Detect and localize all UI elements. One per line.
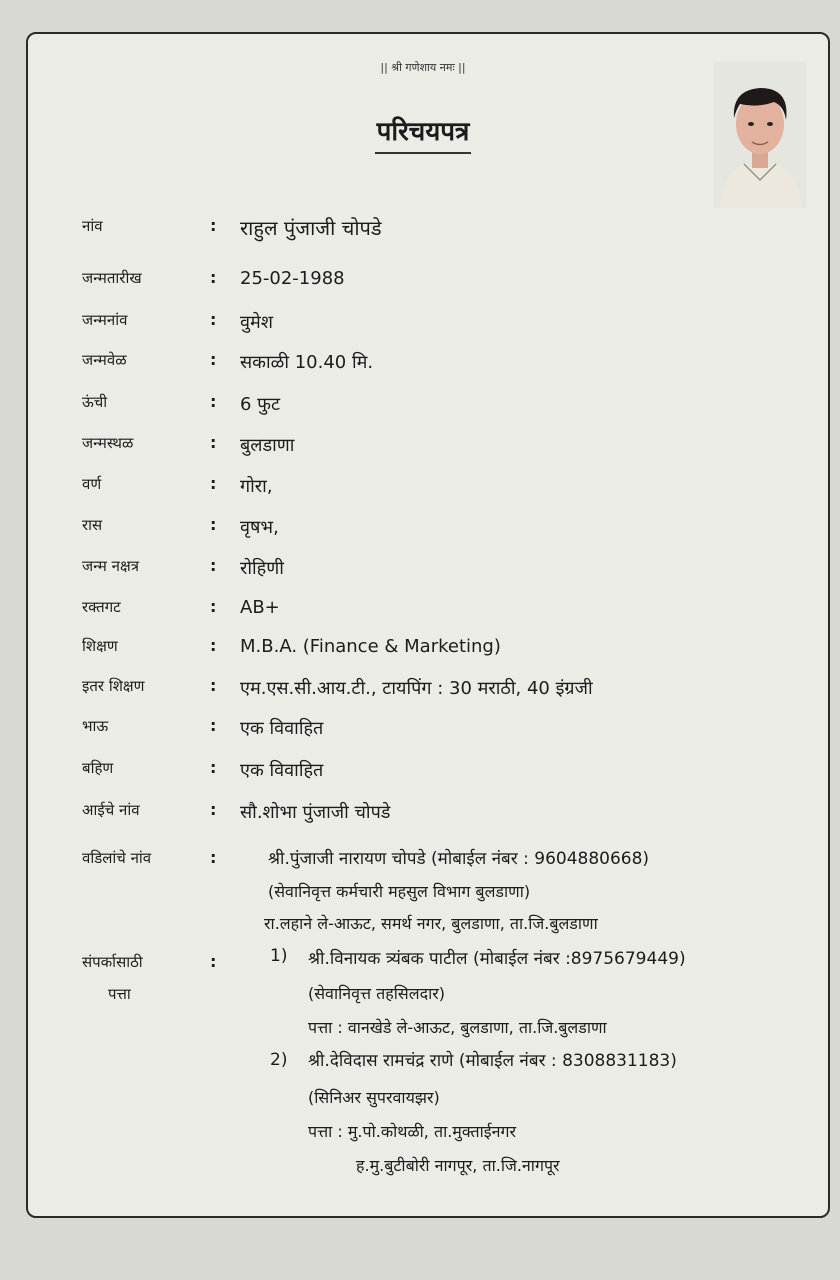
field-colon: :: [210, 716, 217, 735]
field-label: नांव: [82, 217, 103, 235]
field-label: ऊंची: [82, 393, 108, 411]
field-value: सौ.शोभा पुंजाजी चोपडे: [240, 802, 391, 823]
father-name-phone: श्री.पुंजाजी नारायण चोपडे (मोबाईल नंबर : 9604880668): [268, 849, 650, 869]
field-value: गोरा,: [240, 476, 273, 497]
field-value: राहुल पुंजाजी चोपडे: [240, 216, 382, 240]
field-label: आईचे नांव: [82, 801, 140, 819]
field-label: शिक्षण: [82, 637, 118, 655]
field-label: इतर शिक्षण: [82, 677, 145, 695]
field-colon: :: [210, 758, 217, 777]
portrait-image: [714, 62, 806, 208]
field-colon: :: [210, 636, 217, 655]
contact-2-occupation: (सिनिअर सुपरवायझर): [308, 1088, 440, 1107]
field-label: जन्मस्थळ: [82, 434, 134, 452]
field-colon: :: [210, 310, 217, 329]
contact-1-name-phone: श्री.विनायक त्र्यंबक पाटील (मोबाईल नंबर :8975679449): [308, 949, 686, 969]
contact-1-occupation: (सेवानिवृत्त तहसिलदार): [308, 984, 446, 1003]
profile-photo: [714, 62, 806, 208]
biodata-sheet: [26, 32, 830, 1218]
contact-number-2: 2): [270, 1050, 288, 1070]
field-colon: :: [210, 474, 217, 493]
field-colon: :: [210, 268, 217, 287]
contact-label-line2: पत्ता: [108, 985, 131, 1003]
father-address: रा.लहाने ले-आऊट, समर्थ नगर, बुलडाणा, ता.जि.बुलडाणा: [264, 914, 598, 933]
field-label: रास: [82, 516, 103, 534]
field-value: रोहिणी: [240, 558, 284, 579]
field-value: वृषभ,: [240, 517, 279, 538]
field-label: जन्मवेळ: [82, 351, 127, 369]
field-label: वर्ण: [82, 475, 102, 493]
field-colon: :: [210, 515, 217, 534]
field-value: सकाळी 10.40 मि.: [240, 352, 374, 373]
field-value: AB+: [240, 597, 280, 618]
field-value: एक विवाहित: [240, 718, 324, 739]
contact-label: संपर्कासाठी: [82, 953, 143, 971]
field-label: जन्मतारीख: [82, 269, 142, 287]
field-colon: :: [210, 350, 217, 369]
contact-2-address-2: ह.मु.बुटीबोरी नागपूर, ता.जि.नागपूर: [356, 1156, 560, 1175]
field-colon: :: [210, 433, 217, 452]
invocation-text: || श्री गणेशाय नमः ||: [380, 61, 466, 74]
field-label: बहिण: [82, 759, 114, 777]
contact-1-address: पत्ता : वानखेडे ले-आऊट, बुलडाणा, ता.जि.बुलडाणा: [308, 1018, 607, 1037]
field-colon: :: [210, 848, 217, 867]
field-value: M.B.A. (Finance & Marketing): [240, 636, 501, 657]
field-label: जन्म नक्षत्र: [82, 557, 139, 575]
field-label: रक्तगट: [82, 598, 121, 616]
page-title: परिचयपत्र: [375, 112, 472, 154]
father-label: वडिलांचे नांव: [82, 849, 152, 867]
field-colon: :: [210, 800, 217, 819]
field-value: 25-02-1988: [240, 268, 345, 289]
contact-number-1: 1): [270, 946, 288, 966]
field-value: 6 फुट: [240, 394, 281, 415]
field-value: बुलडाणा: [240, 435, 295, 456]
field-value: वुमेश: [240, 312, 274, 333]
field-colon: :: [210, 676, 217, 695]
field-colon: :: [210, 392, 217, 411]
field-label: जन्मनांव: [82, 311, 128, 329]
field-colon: :: [210, 556, 217, 575]
field-label: भाऊ: [82, 717, 109, 735]
father-occupation: (सेवानिवृत्त कर्मचारी महसुल विभाग बुलडाणा): [268, 882, 531, 901]
field-value: एम.एस.सी.आय.टी., टायपिंग : 30 मराठी, 40 इंग्रजी: [240, 678, 593, 699]
field-colon: :: [210, 952, 217, 971]
contact-2-address-1: पत्ता : मु.पो.कोथळी, ता.मुक्ताईनगर: [308, 1122, 517, 1141]
field-colon: :: [210, 216, 217, 235]
field-value: एक विवाहित: [240, 760, 324, 781]
contact-2-name-phone: श्री.देविदास रामचंद्र राणे (मोबाईल नंबर : 8308831183): [308, 1051, 677, 1071]
field-colon: :: [210, 597, 217, 616]
